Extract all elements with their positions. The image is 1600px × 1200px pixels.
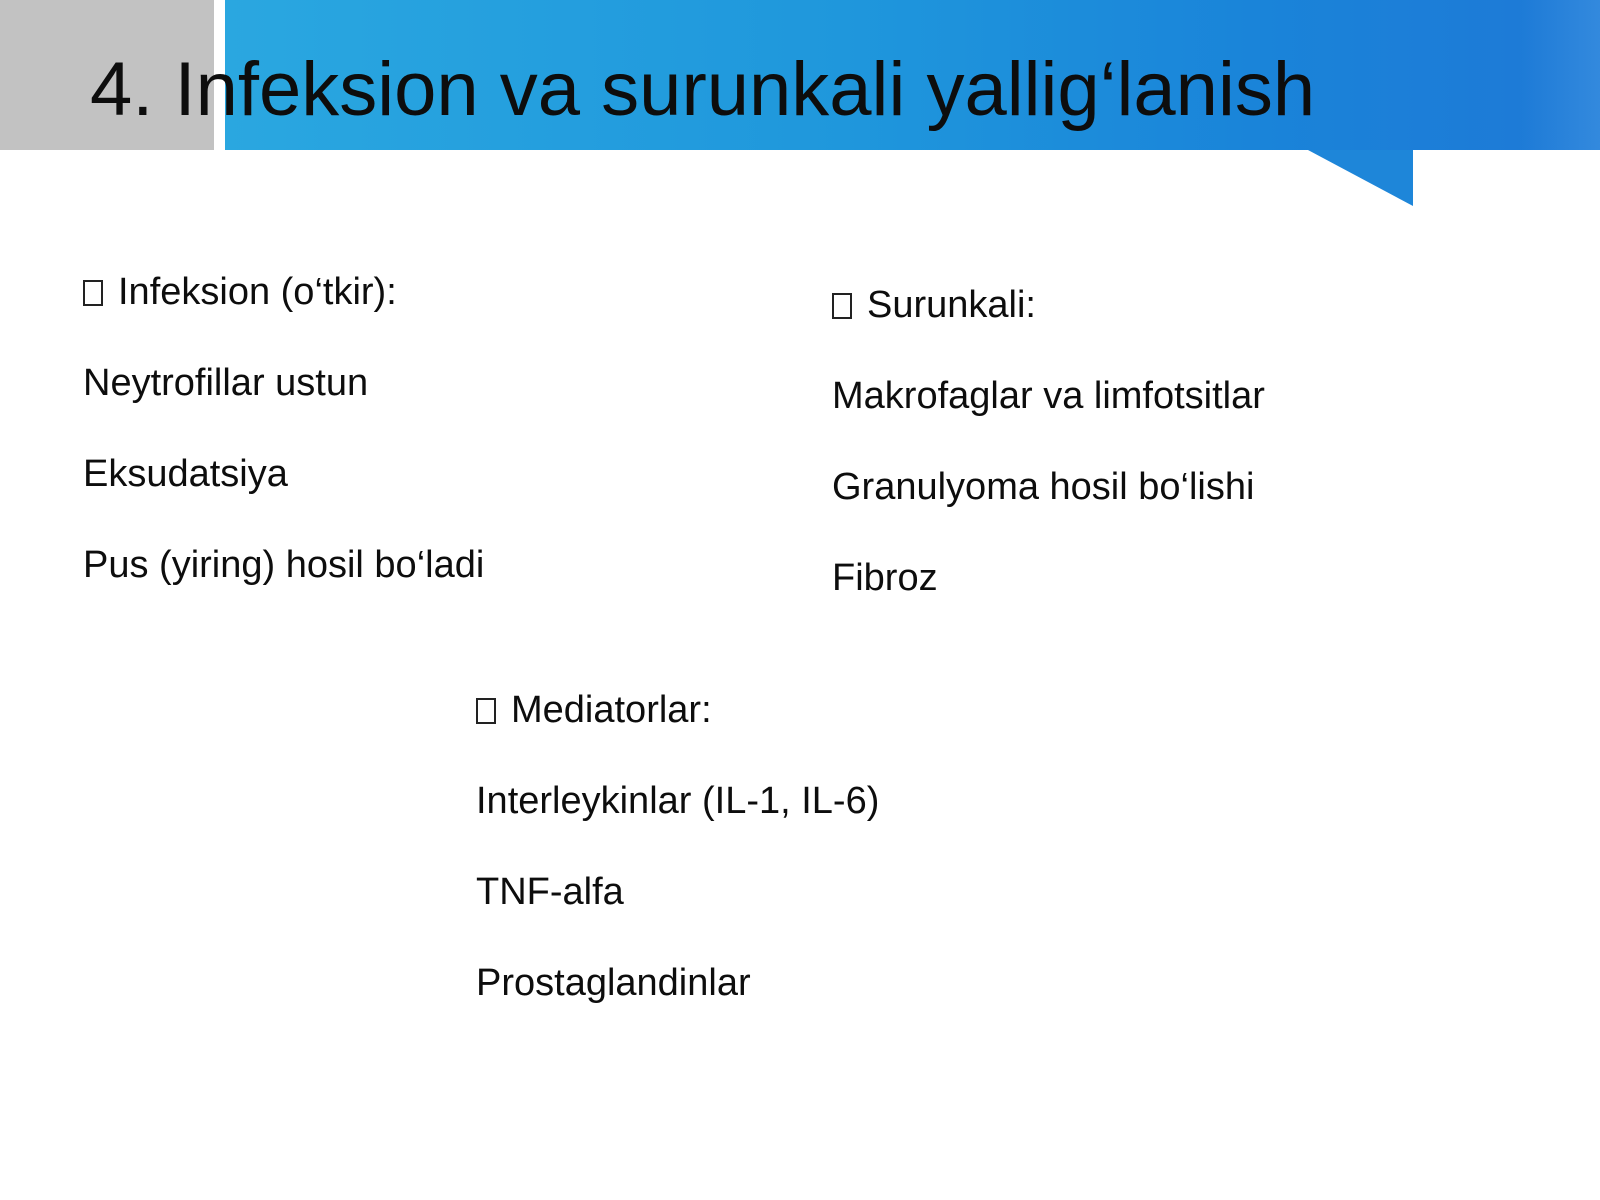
list-item: Prostaglandinlar [476,962,751,1004]
infeksion-section [83,273,484,584]
list-item: Fibroz [832,557,938,599]
checkbox-icon [476,698,496,724]
mediatorlar-heading-row [476,691,879,729]
header-banner-tab [1308,150,1413,206]
list-item: Makrofaglar va limfotsitlar [832,375,1265,417]
list-item: Pus (yiring) hosil bo‘ladi [83,544,485,586]
surunkali-heading: Surunkali: [867,284,1036,326]
mediatorlar-section [476,691,879,1002]
list-item: Granulyoma hosil bo‘lishi [832,466,1255,508]
list-item: Interleykinlar (IL-1, IL-6) [476,780,880,822]
slide-title: 4. Infeksion va surunkali yallig‘lanish [90,47,1316,132]
infeksion-heading: Infeksion (o‘tkir): [118,271,397,313]
infeksion-heading-row [83,273,484,311]
checkbox-icon [832,293,852,319]
mediatorlar-heading: Mediatorlar: [511,689,712,731]
surunkali-section [832,286,1265,597]
surunkali-heading-row [832,286,1265,324]
checkbox-icon [83,280,103,306]
list-item: Neytrofillar ustun [83,362,369,404]
list-item: Eksudatsiya [83,453,288,495]
list-item: TNF-alfa [476,871,624,913]
